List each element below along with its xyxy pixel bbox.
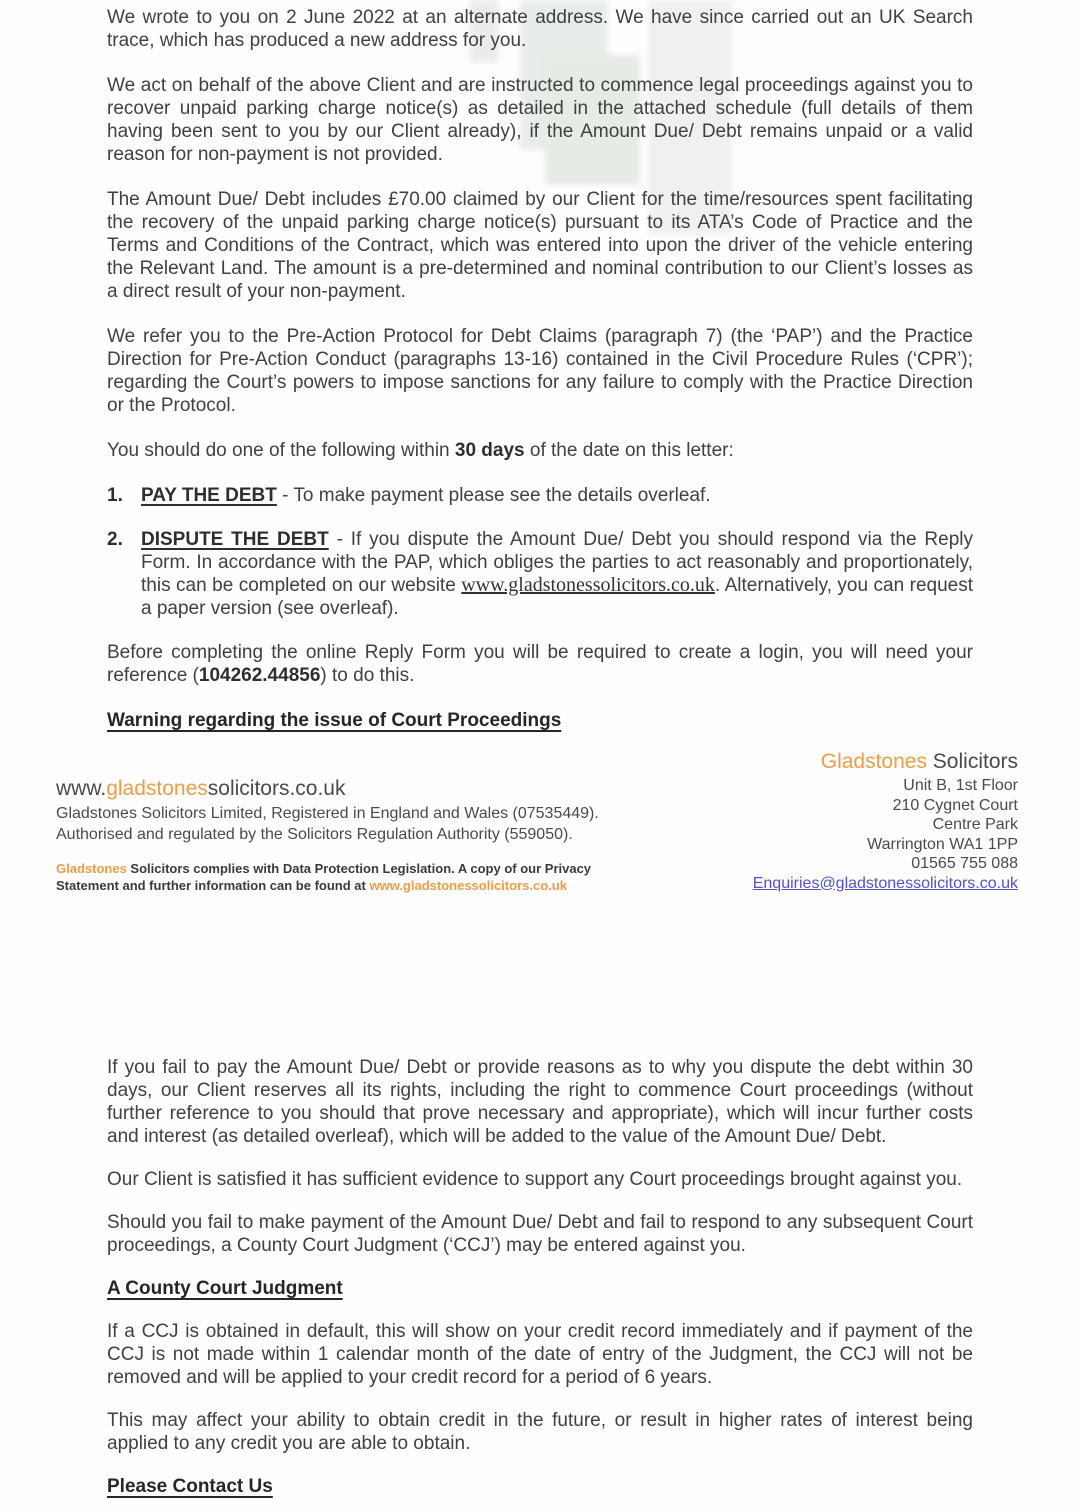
list-item-pay-the-debt bbox=[107, 484, 973, 507]
footer-url-brand: gladstones bbox=[106, 777, 208, 800]
firm-name-solicitors: Solicitors bbox=[926, 750, 1018, 773]
footer-privacy-statement bbox=[56, 860, 656, 894]
firm-name-gladstones: Gladstones bbox=[820, 750, 927, 773]
dispute-the-debt-text-before-link: - If you dispute the Amount Due/ Debt you should respond via the Reply Form. In accordance with the PAP, which obliges the parties to act reasonably and proportionately, this can be completed on our website bbox=[141, 529, 973, 596]
list-item-1-text bbox=[141, 484, 973, 507]
address-line-3: Centre Park bbox=[932, 816, 1018, 833]
pay-the-debt-title: PAY THE DEBT bbox=[141, 485, 277, 506]
footer-authorised-line: Authorised and regulated by the Solicitors Regulation Authority (559050). bbox=[56, 826, 573, 843]
firm-address bbox=[753, 776, 1018, 874]
paragraph-options-intro bbox=[107, 439, 973, 462]
footer-registered-line: Gladstones Solicitors Limited, Registered in England and Wales (07535449). bbox=[56, 805, 599, 822]
heading-warning-court-proceedings: Warning regarding the issue of Court Proceedings bbox=[107, 710, 562, 731]
dispute-the-debt-title: DISPUTE THE DEBT bbox=[141, 529, 329, 550]
paragraph-amount-due: The Amount Due/ Debt includes £70.00 claimed by our Client for the time/resources spent facilitating the recovery of the unpaid parking charge notice(s) pursuant to its ATA’s Code of Practice and the Terms and Conditions of the Contract, which was entered into upon the driver of the vehicle entering the Relevant Land. The amount is a pre-determined and nominal contribution to our Client’s losses as a direct result of your non-payment. bbox=[107, 189, 973, 302]
dispute-the-debt-text-after-link: . Alternatively, you can request a paper version (see overleaf). bbox=[141, 575, 973, 619]
list-number-1: 1. bbox=[107, 485, 123, 506]
heading-please-contact-us: Please Contact Us bbox=[107, 1476, 273, 1497]
paragraph-ccj-default: If a CCJ is obtained in default, this will show on your credit record immediately and if payment of the CCJ is not made within 1 calendar month of the date of entry of the Judgment, the CCJ will not be removed and will be applied to your credit record for a period of 6 years. bbox=[107, 1321, 973, 1388]
paragraph-login-reference bbox=[107, 641, 973, 687]
firm-name bbox=[753, 750, 1018, 774]
address-line-1: Unit B, 1st Floor bbox=[903, 777, 1018, 794]
privacy-website-link[interactable]: www.gladstonessolicitors.co.uk bbox=[369, 878, 567, 893]
footer-website-url[interactable] bbox=[56, 776, 656, 801]
heading-county-court-judgment: A County Court Judgment bbox=[107, 1278, 343, 1299]
footer-left-block bbox=[56, 776, 656, 894]
options-intro-prefix: You should do one of the following within bbox=[107, 440, 455, 461]
footer-url-rest: solicitors.co.uk bbox=[207, 777, 346, 800]
options-intro-suffix: of the date on this letter: bbox=[524, 440, 734, 461]
pay-the-debt-text: - To make payment please see the details overleaf. bbox=[276, 485, 711, 506]
address-line-4: Warrington WA1 1PP bbox=[867, 835, 1018, 853]
email-link[interactable]: Enquiries@gladstonessolicitors.co.uk bbox=[752, 874, 1018, 892]
letterhead-footer bbox=[56, 750, 1018, 894]
login-text-suffix: ) to do this. bbox=[320, 665, 415, 686]
list-item-dispute-the-debt bbox=[107, 528, 973, 620]
paragraph-pre-action-protocol: We refer you to the Pre-Action Protocol for Debt Claims (paragraph 7) (the ‘PAP’) and the Practice Direction for Pre-Action Conduct (paragraphs 13-16) contained in the Civil Procedure Rules (‘CPR’); regarding the Court’s powers to impose sanctions for any failure to comply with the Practice Direction or the Protocol. bbox=[107, 326, 973, 416]
options-intro-30-days: 30 days bbox=[454, 440, 525, 461]
letter-body-top bbox=[107, 6, 973, 752]
login-text-prefix: Before completing the online Reply Form you will be required to create a login, you will need your reference ( bbox=[107, 642, 973, 686]
paragraph-sufficient-evidence: Our Client is satisfied it has sufficient evidence to support any Court proceedings brought against you. bbox=[107, 1169, 963, 1190]
paragraph-intro: We wrote to you on 2 June 2022 at an alternate address. We have since carried out an UK Search trace, which has produced a new address for you. bbox=[107, 7, 973, 51]
privacy-brand-name: Gladstones bbox=[56, 861, 127, 876]
paragraph-act-on-behalf: We act on behalf of the above Client and are instructed to commence legal proceedings against you to recover unpaid parking charge notice(s) as detailed in the attached schedule (full details of them having been sent to you by our Client already), if the Amount Due/ Debt remains unpaid or a valid reason for non-payment is not provided. bbox=[107, 75, 973, 165]
phone-number: 01565 755 088 bbox=[911, 855, 1018, 872]
letter-body-lower bbox=[107, 1056, 973, 1511]
footer-right-block bbox=[753, 750, 1018, 893]
paragraph-ccj-entered: Should you fail to make payment of the Amount Due/ Debt and fail to respond to any subsequent Court proceedings, a County Court Judgment (‘CCJ’) may be entered against you. bbox=[107, 1212, 973, 1256]
paragraph-fail-to-pay: If you fail to pay the Amount Due/ Debt or provide reasons as to why you dispute the debt within 30 days, our Client reserves all its rights, including the right to commence Court proceedings (without further reference to you should that prove necessary and appropriate), which will incur further costs and interest (as detailed overleaf), which will be added to the value of the Amount Due/ Debt. bbox=[107, 1057, 973, 1147]
website-link[interactable]: www.gladstonessolicitors.co.uk bbox=[461, 574, 715, 596]
list-number-2: 2. bbox=[107, 529, 123, 550]
address-line-2: 210 Cygnet Court bbox=[892, 796, 1018, 814]
paragraph-credit-impact: This may affect your ability to obtain credit in the future, or result in higher rates of interest being applied to any credit you are able to obtain. bbox=[107, 1410, 973, 1454]
footer-registration-lines bbox=[56, 803, 656, 845]
reference-number: 104262.44856 bbox=[198, 665, 321, 686]
footer-url-www: www. bbox=[56, 777, 107, 800]
privacy-statement-text: Solicitors complies with Data Protection Legislation. A copy of our Privacy Statement and further information can be found at bbox=[56, 861, 592, 893]
list-item-2-text bbox=[141, 528, 973, 620]
